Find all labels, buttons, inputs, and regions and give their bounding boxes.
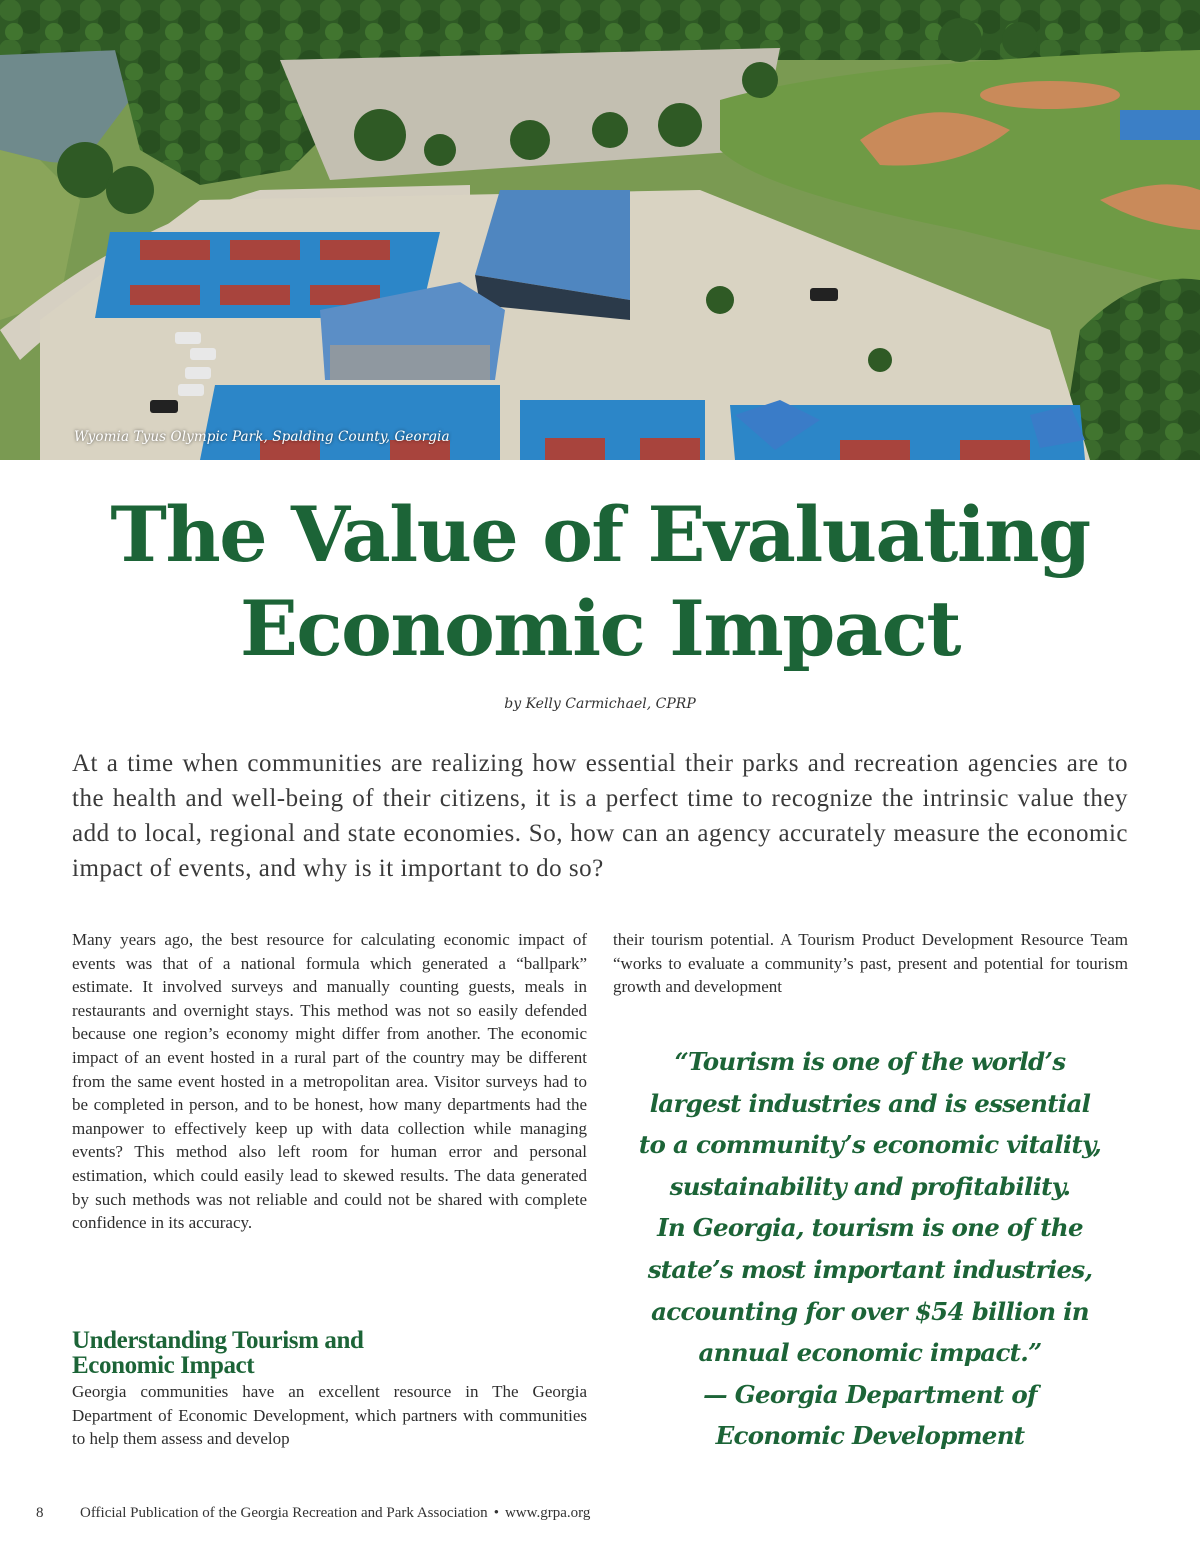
byline: by Kelly Carmichael, CPRP xyxy=(504,696,696,712)
pull-quote-line-8: annual economic impact.” xyxy=(698,1338,1042,1368)
article-title xyxy=(0,488,1200,676)
pull-quote-line-2: largest industries and is essential xyxy=(649,1088,1091,1118)
body-paragraph-3: their tourism potential. A Tourism Product Development Resource Team “works to evaluate a community’s past, present and potential for tourism growth and development xyxy=(613,930,1128,997)
title-line-1: The Value of Evaluating xyxy=(110,490,1090,579)
section-heading xyxy=(72,1328,587,1378)
website-link[interactable]: www.grpa.org xyxy=(504,1505,591,1521)
pull-quote-attribution-2: Economic Development xyxy=(715,1421,1025,1451)
pull-quote-line-1: “Tourism is one of the world’s xyxy=(674,1047,1066,1076)
body-paragraph-1: Many years ago, the best resource for calculating economic impact of events was that of a national formula which generated a “ballpark” estimate. It involved surveys and manually counting guests, meals in restaurants and overnight stays. This method was not so easily defended because one region’s economy might differ from another. The economic impact of an event hosted in a rural part of the country may be different from the same event hosted in a metropolitan area. Visitor surveys had to be completed in person, and to be honest, how many departments had the manpower to effectively keep up with data collection while managing events? This method also left room for human error and personal estimation, which could easily lead to skewed results. The data generated by such methods was not reliable and could not be shared with complete confidence in its accuracy. xyxy=(72,930,587,1233)
aerial-park-illustration xyxy=(0,0,1200,460)
body-paragraph-2: Georgia communities have an excellent resource in The Georgia Department of Economic Development, which partners with communities to help them assess and develop xyxy=(72,1382,587,1449)
intro-paragraph: At a time when communities are realizing how essential their parks and recreation agencies are to the health and well-being of their citizens, it is a perfect time to recognize the intrinsic value they add to local, regional and state economies. So, how can an agency accurately measure the economic impact of events, and why is it important to do so? xyxy=(72,750,1128,882)
title-line-2: Economic Impact xyxy=(239,584,961,673)
page-footer xyxy=(36,1505,590,1522)
photo-caption: Wyomia Tyus Olympic Park, Spalding County, Georgia xyxy=(74,429,450,445)
pull-quote-attribution-1: — Georgia Department of xyxy=(703,1379,1037,1409)
pull-quote-line-3: to a community’s economic vitality, xyxy=(638,1130,1102,1160)
pull-quote-line-7: accounting for over $54 billion in xyxy=(651,1296,1089,1326)
pull-quote-line-4: sustainability and profitability. xyxy=(669,1171,1071,1201)
section-heading-line-1: Understanding Tourism and xyxy=(72,1327,364,1354)
section-heading-line-2: Economic Impact xyxy=(72,1352,255,1379)
hero-photo xyxy=(0,0,1200,460)
pull-quote-line-5: In Georgia, tourism is one of the xyxy=(657,1213,1083,1243)
publication-name: Official Publication of the Georgia Recreation and Park Association xyxy=(80,1505,488,1521)
page-number: 8 xyxy=(36,1505,44,1521)
footer-separator: • xyxy=(493,1505,499,1521)
pull-quote xyxy=(612,1041,1128,1457)
pull-quote-line-6: state’s most important industries, xyxy=(647,1254,1093,1284)
